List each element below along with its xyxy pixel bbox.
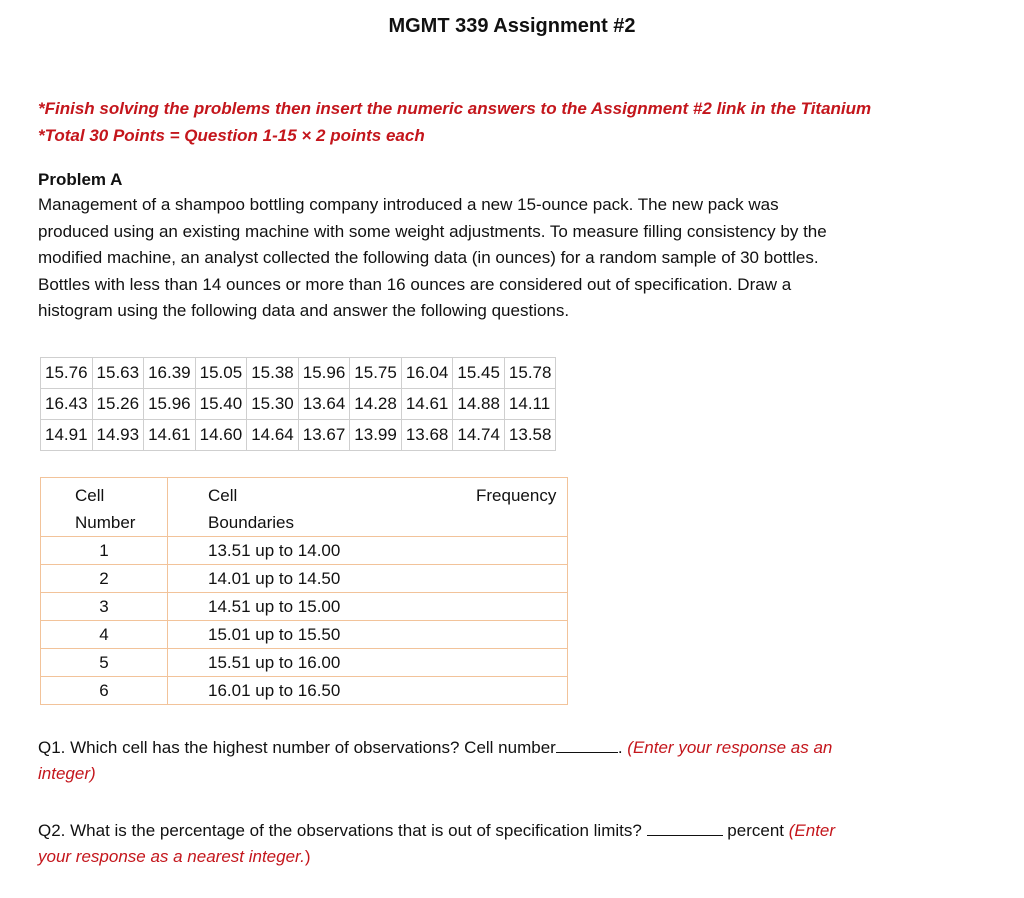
data-cell: 13.58 (504, 420, 556, 451)
data-cell: 14.93 (92, 420, 144, 451)
table-row (41, 537, 568, 565)
table-header-row (41, 478, 568, 537)
data-cell: 13.64 (298, 389, 350, 420)
frequency-cell (436, 649, 568, 677)
problem-heading: Problem A (38, 170, 123, 189)
cell-boundaries-header (168, 478, 437, 537)
data-cell: 14.91 (41, 420, 93, 451)
table-row (41, 649, 568, 677)
header-line: Number (75, 513, 136, 532)
data-cell: 14.11 (504, 389, 556, 420)
data-cell: 15.78 (504, 358, 556, 389)
data-cell: 15.40 (195, 389, 247, 420)
table-row (41, 593, 568, 621)
question-2 (38, 818, 1004, 870)
data-cell: 15.63 (92, 358, 144, 389)
cell-boundaries: 14.01 up to 14.50 (168, 565, 437, 593)
table-row (41, 677, 568, 705)
frequency-cell (436, 565, 568, 593)
cell-number: 3 (41, 593, 168, 621)
data-cell: 14.60 (195, 420, 247, 451)
data-cell: 15.75 (350, 358, 402, 389)
problem-line: Bottles with less than 14 ounces or more than 16 ounces are considered out of specification. Draw a (38, 274, 792, 294)
response-hint: your response as a nearest integer. (38, 847, 305, 866)
data-cell: 15.76 (41, 358, 93, 389)
instruction-notice: *Finish solving the problems then insert the numeric answers to the Assignment #2 link in the Titanium (38, 99, 872, 118)
question-punctuation: . (617, 738, 623, 757)
question-text: Q2. What is the percentage of the observations that is out of specification limits? (38, 821, 642, 840)
header-line: Cell (208, 486, 238, 505)
cell-number: 6 (41, 677, 168, 705)
cell-number: 5 (41, 649, 168, 677)
problem-line: modified machine, an analyst collected the following data (in ounces) for a random sample of 30 bottles. (38, 248, 819, 267)
frequency-table (40, 477, 568, 705)
frequency-cell (436, 621, 568, 649)
table-row (41, 358, 556, 389)
data-cell: 14.28 (350, 389, 402, 420)
unit-label: percent (727, 821, 784, 840)
data-cell: 16.04 (401, 358, 453, 389)
data-cell: 15.45 (453, 358, 505, 389)
data-cell: 14.61 (144, 420, 196, 451)
question-1 (38, 735, 1004, 787)
cell-boundaries: 13.51 up to 14.00 (168, 537, 437, 565)
data-cell: 15.38 (247, 358, 299, 389)
data-cell: 14.88 (453, 389, 505, 420)
problem-description (38, 192, 1004, 325)
cell-number: 1 (41, 537, 168, 565)
cell-boundaries: 15.01 up to 15.50 (168, 621, 437, 649)
frequency-cell (436, 593, 568, 621)
data-cell: 13.67 (298, 420, 350, 451)
frequency-cell (436, 537, 568, 565)
table-row (41, 621, 568, 649)
data-cell: 13.99 (350, 420, 402, 451)
cell-number-header (41, 478, 168, 537)
problem-line: produced using an existing machine with some weight adjustments. To measure filling consistency by the (38, 221, 827, 241)
problem-line: Management of a shampoo bottling company introduced a new 15-ounce pack. The new pack was (38, 195, 779, 214)
table-row (41, 389, 556, 420)
response-hint: (Enter (788, 821, 836, 840)
frequency-cell (436, 677, 568, 705)
data-cell: 14.64 (247, 420, 299, 451)
header-line: Cell (75, 486, 105, 505)
table-row (41, 420, 556, 451)
page-title: MGMT 339 Assignment #2 (388, 15, 636, 37)
header-line: Boundaries (208, 513, 295, 532)
answer-blank (647, 821, 723, 836)
data-cell: 14.74 (453, 420, 505, 451)
answer-blank (556, 738, 618, 753)
problem-line: histogram using the following data and answer the following questions. (38, 301, 570, 320)
data-cell: 14.61 (401, 389, 453, 420)
data-cell: 15.05 (195, 358, 247, 389)
data-cell: 16.39 (144, 358, 196, 389)
cell-boundaries: 14.51 up to 15.00 (168, 593, 437, 621)
data-cell: 15.96 (298, 358, 350, 389)
cell-boundaries: 15.51 up to 16.00 (168, 649, 437, 677)
data-cell: 15.96 (144, 389, 196, 420)
frequency-header: Frequency (436, 478, 568, 537)
data-cell: 13.68 (401, 420, 453, 451)
response-hint: integer) (38, 764, 96, 783)
table-row (41, 565, 568, 593)
cell-number: 4 (41, 621, 168, 649)
response-hint-close: ) (304, 847, 311, 866)
response-hint: (Enter your response as an (627, 738, 833, 757)
points-notice: *Total 30 Points = Question 1-15 × 2 points each (38, 126, 425, 145)
cell-number: 2 (41, 565, 168, 593)
sample-data-table (40, 357, 556, 451)
data-cell: 15.26 (92, 389, 144, 420)
cell-boundaries: 16.01 up to 16.50 (168, 677, 437, 705)
data-cell: 16.43 (41, 389, 93, 420)
question-text: Q1. Which cell has the highest number of observations? Cell number (38, 738, 556, 757)
data-cell: 15.30 (247, 389, 299, 420)
